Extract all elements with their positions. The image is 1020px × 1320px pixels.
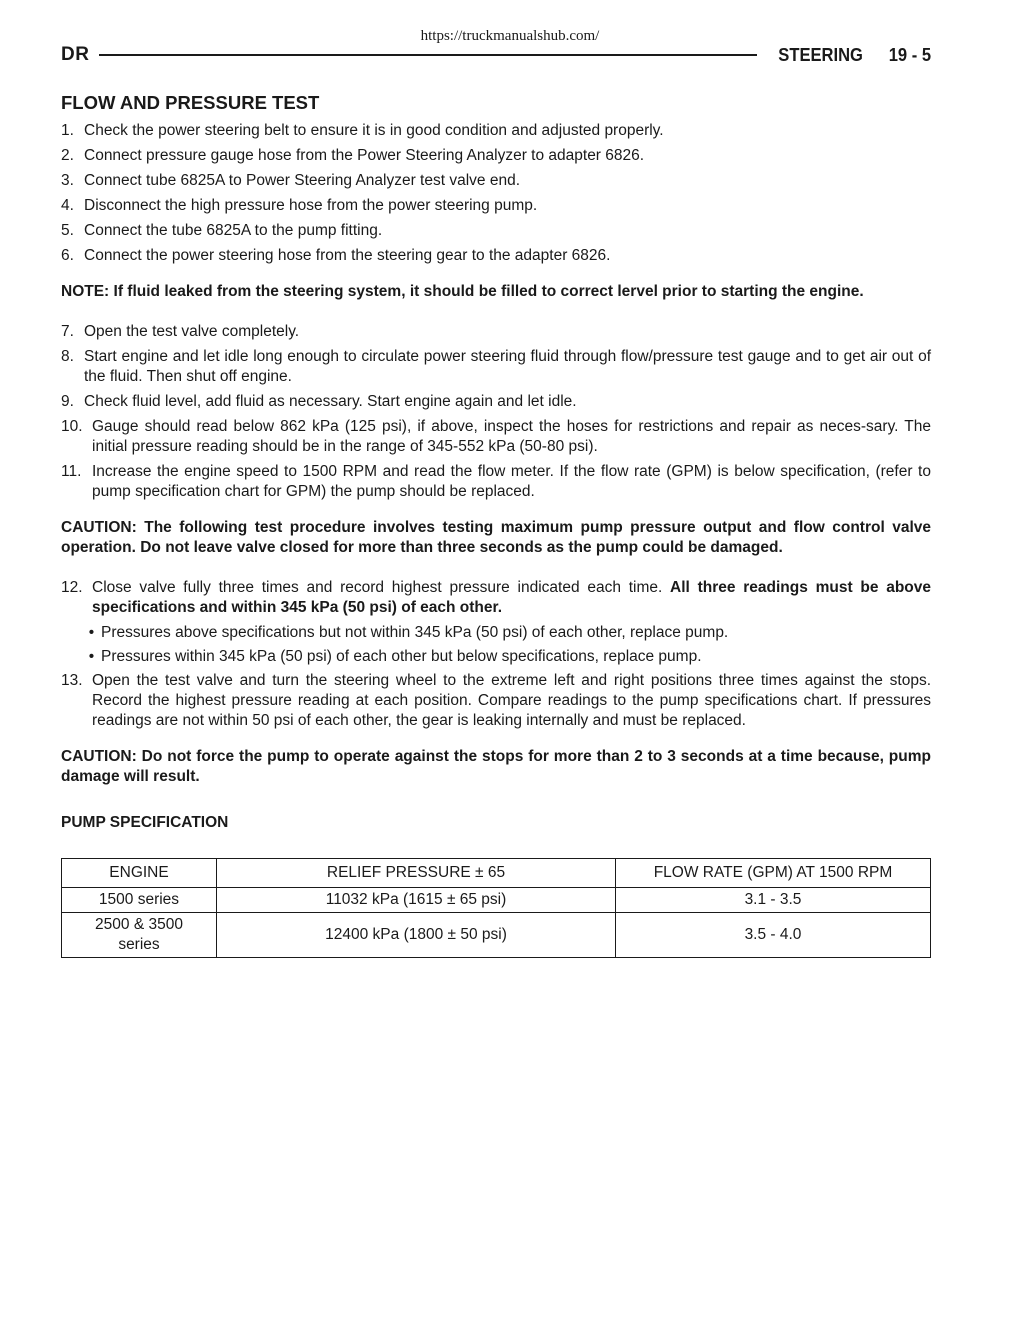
list-item	[61, 462, 931, 502]
step-text: Gauge should read below 862 kPa (125 psi), if above, inspect the hoses for restrictions and repair as neces-sary. The initial pressure reading should be in the range of 345-552 kPa (50-80 psi).	[92, 418, 931, 455]
bullet-item	[82, 623, 931, 643]
bullet-icon: •	[88, 624, 95, 641]
step-text	[92, 578, 931, 618]
table-cell: 11032 kPa (1615 ± 65 psi)	[217, 888, 616, 913]
step-number: 8.	[61, 348, 74, 365]
step-number: 7.	[61, 323, 74, 340]
list-item	[61, 392, 931, 412]
step-number: 5.	[61, 222, 74, 239]
table-cell: 3.1 - 3.5	[616, 888, 931, 913]
step-number: 9.	[61, 393, 74, 410]
list-item	[61, 146, 931, 166]
pump-spec-table	[61, 858, 931, 958]
step-number: 4.	[61, 197, 74, 214]
list-item	[61, 417, 931, 457]
step-number: 2.	[61, 147, 74, 164]
step-number: 13.	[61, 672, 83, 689]
header-rule	[99, 54, 757, 56]
step-number: 10.	[61, 418, 83, 435]
spec-heading: PUMP SPECIFICATION	[61, 814, 229, 831]
step-text: Disconnect the high pressure hose from the power steering pump.	[84, 197, 538, 214]
page-content	[61, 92, 931, 958]
list-item	[61, 121, 931, 141]
table-cell: 1500 series	[62, 888, 217, 913]
bullet-text: Pressures within 345 kPa (50 psi) of each other but below specifications, replace pump.	[101, 648, 702, 665]
step-text: Increase the engine speed to 1500 RPM and read the flow meter. If the flow rate (GPM) is below specification, (refer to pump specification chart for GPM) the pump should be replaced.	[92, 463, 931, 500]
step-text: Connect the tube 6825A to the pump fitting.	[84, 222, 383, 239]
caution-stops: CAUTION: Do not force the pump to operate against the stops for more than 2 to 3 seconds at a time because, pump damage will result.	[61, 748, 931, 785]
step-text: Start engine and let idle long enough to circulate power steering fluid through flow/pressure test gauge and to get air out of the fluid. Then shut off engine.	[84, 348, 931, 385]
header-model-code: DR	[61, 44, 90, 65]
bullet-icon: •	[88, 648, 95, 665]
list-item	[61, 347, 931, 387]
step-text: Check fluid level, add fluid as necessary. Start engine again and let idle.	[84, 393, 577, 410]
table-row	[62, 888, 931, 913]
list-item	[61, 671, 931, 731]
list-item	[61, 322, 931, 342]
column-header: FLOW RATE (GPM) AT 1500 RPM	[616, 859, 931, 888]
step-text: Connect pressure gauge hose from the Power Steering Analyzer to adapter 6826.	[84, 147, 645, 164]
header-page-number: 19 - 5	[888, 44, 931, 65]
step-text: Check the power steering belt to ensure it is in good condition and adjusted properly.	[84, 122, 664, 139]
note-fluid-level: NOTE: If fluid leaked from the steering system, it should be filled to correct lervel prior to starting the engine.	[61, 283, 864, 300]
header-section	[778, 45, 931, 66]
table-row	[62, 913, 931, 958]
list-item	[61, 221, 931, 241]
list-item	[61, 196, 931, 216]
page-header	[61, 42, 931, 68]
steps-group-b	[61, 322, 931, 502]
steps-group-a	[61, 121, 931, 266]
table-cell: 2500 & 3500 series	[62, 913, 217, 958]
table-cell: 12400 kPa (1800 ± 50 psi)	[217, 913, 616, 958]
step-number: 6.	[61, 247, 74, 264]
bullet-item	[82, 647, 931, 667]
table-header-row	[62, 859, 931, 888]
step-number: 12.	[61, 579, 83, 596]
bullet-text: Pressures above specifications but not within 345 kPa (50 psi) of each other, replace pump.	[101, 624, 729, 641]
column-header: RELIEF PRESSURE ± 65	[217, 859, 616, 888]
header-section-name: STEERING	[778, 44, 863, 65]
section-title: FLOW AND PRESSURE TEST	[61, 92, 320, 113]
step-12-text: Close valve fully three times and record highest pressure indicated each time.	[92, 579, 663, 596]
list-item	[61, 246, 931, 266]
table-cell: 3.5 - 4.0	[616, 913, 931, 958]
step-text: Connect tube 6825A to Power Steering Analyzer test valve end.	[84, 172, 520, 189]
column-header: ENGINE	[62, 859, 217, 888]
step-number: 11.	[61, 463, 82, 480]
step-text: Connect the power steering hose from the steering gear to the adapter 6826.	[84, 247, 611, 264]
caution-max-pressure: CAUTION: The following test procedure involves testing maximum pump pressure output and flow control valve operation. Do not leave valve closed for more than three seconds as the pump could be damaged.	[61, 519, 931, 556]
source-url: https://truckmanualshub.com/	[420, 28, 600, 44]
list-item	[61, 171, 931, 191]
step-text: Open the test valve and turn the steering wheel to the extreme left and right positions three times against the stops. Record the highest pressure reading at each position. Compare readings to the pump specifications chart. If pressures readings are not within 50 psi of each other, the gear is leaking internally and must be replaced.	[92, 672, 931, 729]
step-number: 1.	[61, 122, 74, 139]
list-item	[61, 578, 931, 618]
step-number: 3.	[61, 172, 74, 189]
step-12-bold-text: All three readings must be above specifications and within 345 kPa (50 psi) of each other.	[92, 579, 931, 616]
step-text: Open the test valve completely.	[84, 323, 300, 340]
